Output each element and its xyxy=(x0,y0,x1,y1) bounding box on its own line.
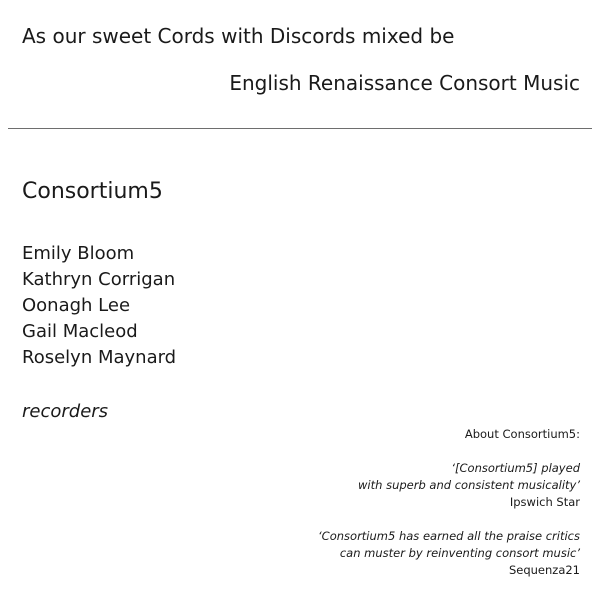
ensemble-name: Consortium5 xyxy=(22,179,163,204)
review-quote-line: ‘Consortium5 has earned all the praise critics xyxy=(318,529,580,543)
member-name: Gail Macleod xyxy=(22,321,138,342)
review-source: Sequenza21 xyxy=(508,563,580,577)
review-quote-line: can muster by reinventing consort music’ xyxy=(339,546,580,560)
review-quote-line: with superb and consistent musicality’ xyxy=(358,478,580,492)
divider xyxy=(8,128,592,129)
about-heading: About Consortium5: xyxy=(464,427,580,441)
review-source: Ipswich Star xyxy=(509,495,580,509)
album-subtitle: English Renaissance Consort Music xyxy=(229,71,580,95)
about-section xyxy=(220,426,580,579)
spacer xyxy=(220,511,580,528)
member-name: Kathryn Corrigan xyxy=(22,269,176,290)
member-name: Emily Bloom xyxy=(22,243,135,264)
member-list xyxy=(22,241,176,371)
member-name: Oonagh Lee xyxy=(22,295,131,316)
album-title: As our sweet Cords with Discords mixed be xyxy=(22,24,455,48)
member-name: Roselyn Maynard xyxy=(22,347,177,368)
instrument-label: recorders xyxy=(22,401,109,422)
spacer xyxy=(220,443,580,460)
review-quote-line: ‘[Consortium5] played xyxy=(451,461,580,475)
